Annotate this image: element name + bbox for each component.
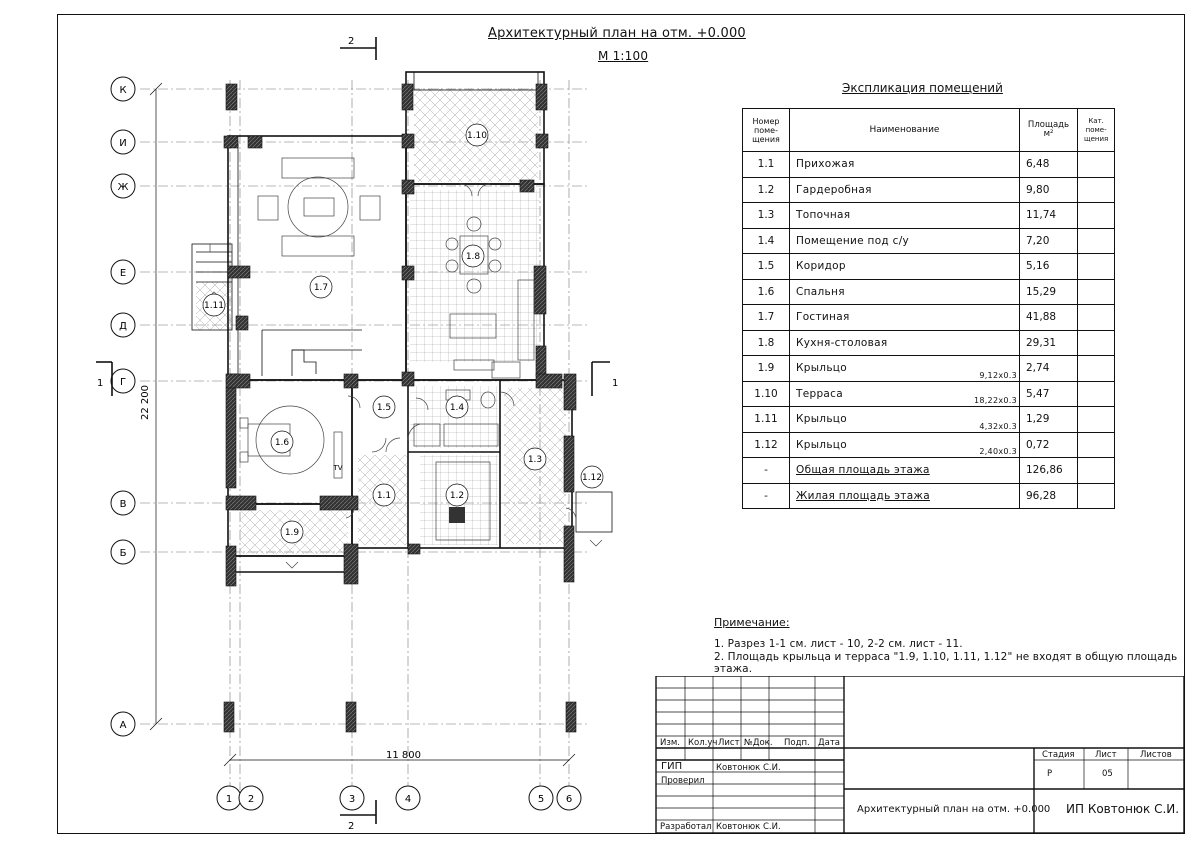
room-label-1-1: 1.1 xyxy=(376,491,392,501)
room-name: Кухня-столовая xyxy=(790,330,1020,356)
tb-col-data: Дата xyxy=(818,738,841,748)
tb-sheets-h: Листов xyxy=(1140,750,1172,760)
room-category xyxy=(1078,254,1115,280)
section-2-top: 2 xyxy=(348,36,355,47)
axis-row-k: К xyxy=(119,85,127,96)
room-name: Помещение под с/у xyxy=(790,228,1020,254)
room-category xyxy=(1078,432,1115,458)
tb-col-koluch: Кол.уч xyxy=(688,738,718,748)
tb-gip-name: Ковтонюк С.И. xyxy=(716,763,781,773)
explication-total-row xyxy=(743,458,1115,484)
room-area: 2,74 xyxy=(1020,356,1078,382)
drawing-scale: М 1:100 xyxy=(598,49,649,63)
room-category xyxy=(1078,203,1115,229)
room-label-1-12: 1.12 xyxy=(581,473,603,483)
room-area: 7,20 xyxy=(1020,228,1078,254)
header-cat: Кат. поме-щения xyxy=(1078,109,1115,152)
room-label-1-3: 1.3 xyxy=(527,455,543,465)
room-area: 11,74 xyxy=(1020,203,1078,229)
room-category xyxy=(1078,228,1115,254)
room-label-1-4: 1.4 xyxy=(449,403,465,413)
room-category xyxy=(1078,152,1115,178)
tb-col-podp: Подп. xyxy=(784,738,810,748)
dim-horizontal: 11 800 xyxy=(386,750,421,761)
axis-col-6: 6 xyxy=(565,794,573,805)
explication-row xyxy=(743,356,1115,382)
note-1: 1. Разрез 1-1 см. лист - 10, 2-2 см. лист - 11. xyxy=(714,638,963,650)
room-area: 5,16 xyxy=(1020,254,1078,280)
room-dimension-note: 4,32x0.3 xyxy=(979,421,1017,431)
header-area: Площадь м² xyxy=(1020,109,1078,152)
tb-col-izm: Изм. xyxy=(660,738,680,748)
axis-row-d: Д xyxy=(119,321,127,332)
room-number: 1.2 xyxy=(743,177,790,203)
tb-col-list: Лист xyxy=(718,738,740,748)
room-area: 15,29 xyxy=(1020,279,1078,305)
axis-col-5: 5 xyxy=(537,794,545,805)
axis-row-v: В xyxy=(119,499,127,510)
explication-row xyxy=(743,279,1115,305)
total-name: Жилая площадь этажа xyxy=(790,483,1020,509)
room-number: 1.3 xyxy=(743,203,790,229)
section-1-left: 1 xyxy=(97,378,104,389)
total-category xyxy=(1078,458,1115,484)
total-area: 96,28 xyxy=(1020,483,1078,509)
tv-label: TV xyxy=(333,464,343,472)
room-number: 1.11 xyxy=(743,407,790,433)
tb-sheet-h: Лист xyxy=(1095,750,1117,760)
room-area: 1,29 xyxy=(1020,407,1078,433)
tb-col-ndoc: №Док. xyxy=(744,738,773,748)
room-name: Крыльцо 4,32x0.3 xyxy=(790,407,1020,433)
room-label-1-5: 1.5 xyxy=(376,403,392,413)
tb-developed: Разработал xyxy=(660,822,712,832)
axis-row-i: И xyxy=(119,138,127,149)
dim-vertical: 22 200 xyxy=(140,385,151,420)
axis-col-2: 2 xyxy=(247,794,255,805)
room-name: Гостиная xyxy=(790,305,1020,331)
room-category xyxy=(1078,407,1115,433)
room-name: Крыльцо 9,12x0.3 xyxy=(790,356,1020,382)
explication-header-row xyxy=(743,109,1115,152)
total-number: - xyxy=(743,458,790,484)
room-number: 1.8 xyxy=(743,330,790,356)
explication-row xyxy=(743,203,1115,229)
drawing-title: Архитектурный план на отм. +0.000 xyxy=(488,26,746,41)
room-name: Топочная xyxy=(790,203,1020,229)
room-category xyxy=(1078,330,1115,356)
explication-row xyxy=(743,254,1115,280)
axis-col-1: 1 xyxy=(225,794,233,805)
header-name: Наименование xyxy=(790,109,1020,152)
room-category xyxy=(1078,356,1115,382)
tb-sheet: 05 xyxy=(1102,769,1113,779)
room-number: 1.10 xyxy=(743,381,790,407)
axis-col-4: 4 xyxy=(404,794,412,805)
room-name: Спальня xyxy=(790,279,1020,305)
room-category xyxy=(1078,279,1115,305)
explication-table xyxy=(742,108,1115,509)
tb-dev-name: Ковтонюк С.И. xyxy=(716,822,781,832)
room-dimension-note: 18,22x0.3 xyxy=(973,396,1017,405)
notes-heading: Примечание: xyxy=(714,616,790,629)
tb-gip: ГИП xyxy=(661,761,683,772)
room-area: 6,48 xyxy=(1020,152,1078,178)
total-name: Общая площадь этажа xyxy=(790,458,1020,484)
explication-row xyxy=(743,381,1115,407)
room-area: 29,31 xyxy=(1020,330,1078,356)
room-number: 1.1 xyxy=(743,152,790,178)
room-number: 1.4 xyxy=(743,228,790,254)
room-area: 0,72 xyxy=(1020,432,1078,458)
room-label-1-9: 1.9 xyxy=(284,528,300,538)
total-area: 126,86 xyxy=(1020,458,1078,484)
room-category xyxy=(1078,305,1115,331)
tb-checked: Проверил xyxy=(661,776,705,786)
room-category xyxy=(1078,177,1115,203)
explication-row xyxy=(743,305,1115,331)
tb-stage-h: Стадия xyxy=(1042,750,1075,760)
room-label-1-11: 1.11 xyxy=(203,301,225,311)
axis-row-b: Б xyxy=(119,548,127,559)
explication-title: Экспликация помещений xyxy=(842,81,1003,95)
explication-row xyxy=(743,228,1115,254)
room-category xyxy=(1078,381,1115,407)
room-label-1-8: 1.8 xyxy=(465,252,481,262)
explication-row xyxy=(743,330,1115,356)
room-area: 41,88 xyxy=(1020,305,1078,331)
room-name: Коридор xyxy=(790,254,1020,280)
room-number: 1.12 xyxy=(743,432,790,458)
room-number: 1.7 xyxy=(743,305,790,331)
axis-row-g: Г xyxy=(119,377,127,388)
tb-company: ИП Ковтонюк С.И. xyxy=(1066,802,1180,816)
room-name: Гардеробная xyxy=(790,177,1020,203)
room-name: Крыльцо 2,40x0.3 xyxy=(790,432,1020,458)
room-area: 9,80 xyxy=(1020,177,1078,203)
explication-row xyxy=(743,177,1115,203)
note-2: 2. Площадь крыльца и терраса "1.9, 1.10, 1.11, 1.12" не входят в общую площадь этажа. xyxy=(714,651,1178,675)
room-dimension-note: 9,12x0.3 xyxy=(979,370,1017,380)
room-label-1-10: 1.10 xyxy=(466,131,488,141)
explication-row xyxy=(743,152,1115,178)
room-dimension-note: 2,40x0.3 xyxy=(979,447,1017,456)
axis-row-e: Е xyxy=(119,268,127,279)
room-name: Прихожая xyxy=(790,152,1020,178)
room-label-1-2: 1.2 xyxy=(449,491,465,501)
section-2-bottom: 2 xyxy=(348,821,355,832)
section-1-right: 1 xyxy=(612,378,619,389)
room-label-1-7: 1.7 xyxy=(313,283,329,293)
total-category xyxy=(1078,483,1115,509)
room-area: 5,47 xyxy=(1020,381,1078,407)
axis-row-a: А xyxy=(119,720,127,731)
total-number: - xyxy=(743,483,790,509)
explication-total-row xyxy=(743,483,1115,509)
room-label-1-6: 1.6 xyxy=(274,438,290,448)
tb-stage: Р xyxy=(1047,769,1053,779)
axis-row-zh: Ж xyxy=(117,182,129,193)
header-num: Номер поме-щения xyxy=(743,109,790,152)
room-number: 1.9 xyxy=(743,356,790,382)
room-name: Терраса 18,22x0.3 xyxy=(790,381,1020,407)
room-number: 1.6 xyxy=(743,279,790,305)
explication-row xyxy=(743,407,1115,433)
explication-row xyxy=(743,432,1115,458)
tb-drawing-name: Архитектурный план на отм. +0.000 xyxy=(857,804,1051,815)
room-number: 1.5 xyxy=(743,254,790,280)
axis-col-3: 3 xyxy=(348,794,356,805)
